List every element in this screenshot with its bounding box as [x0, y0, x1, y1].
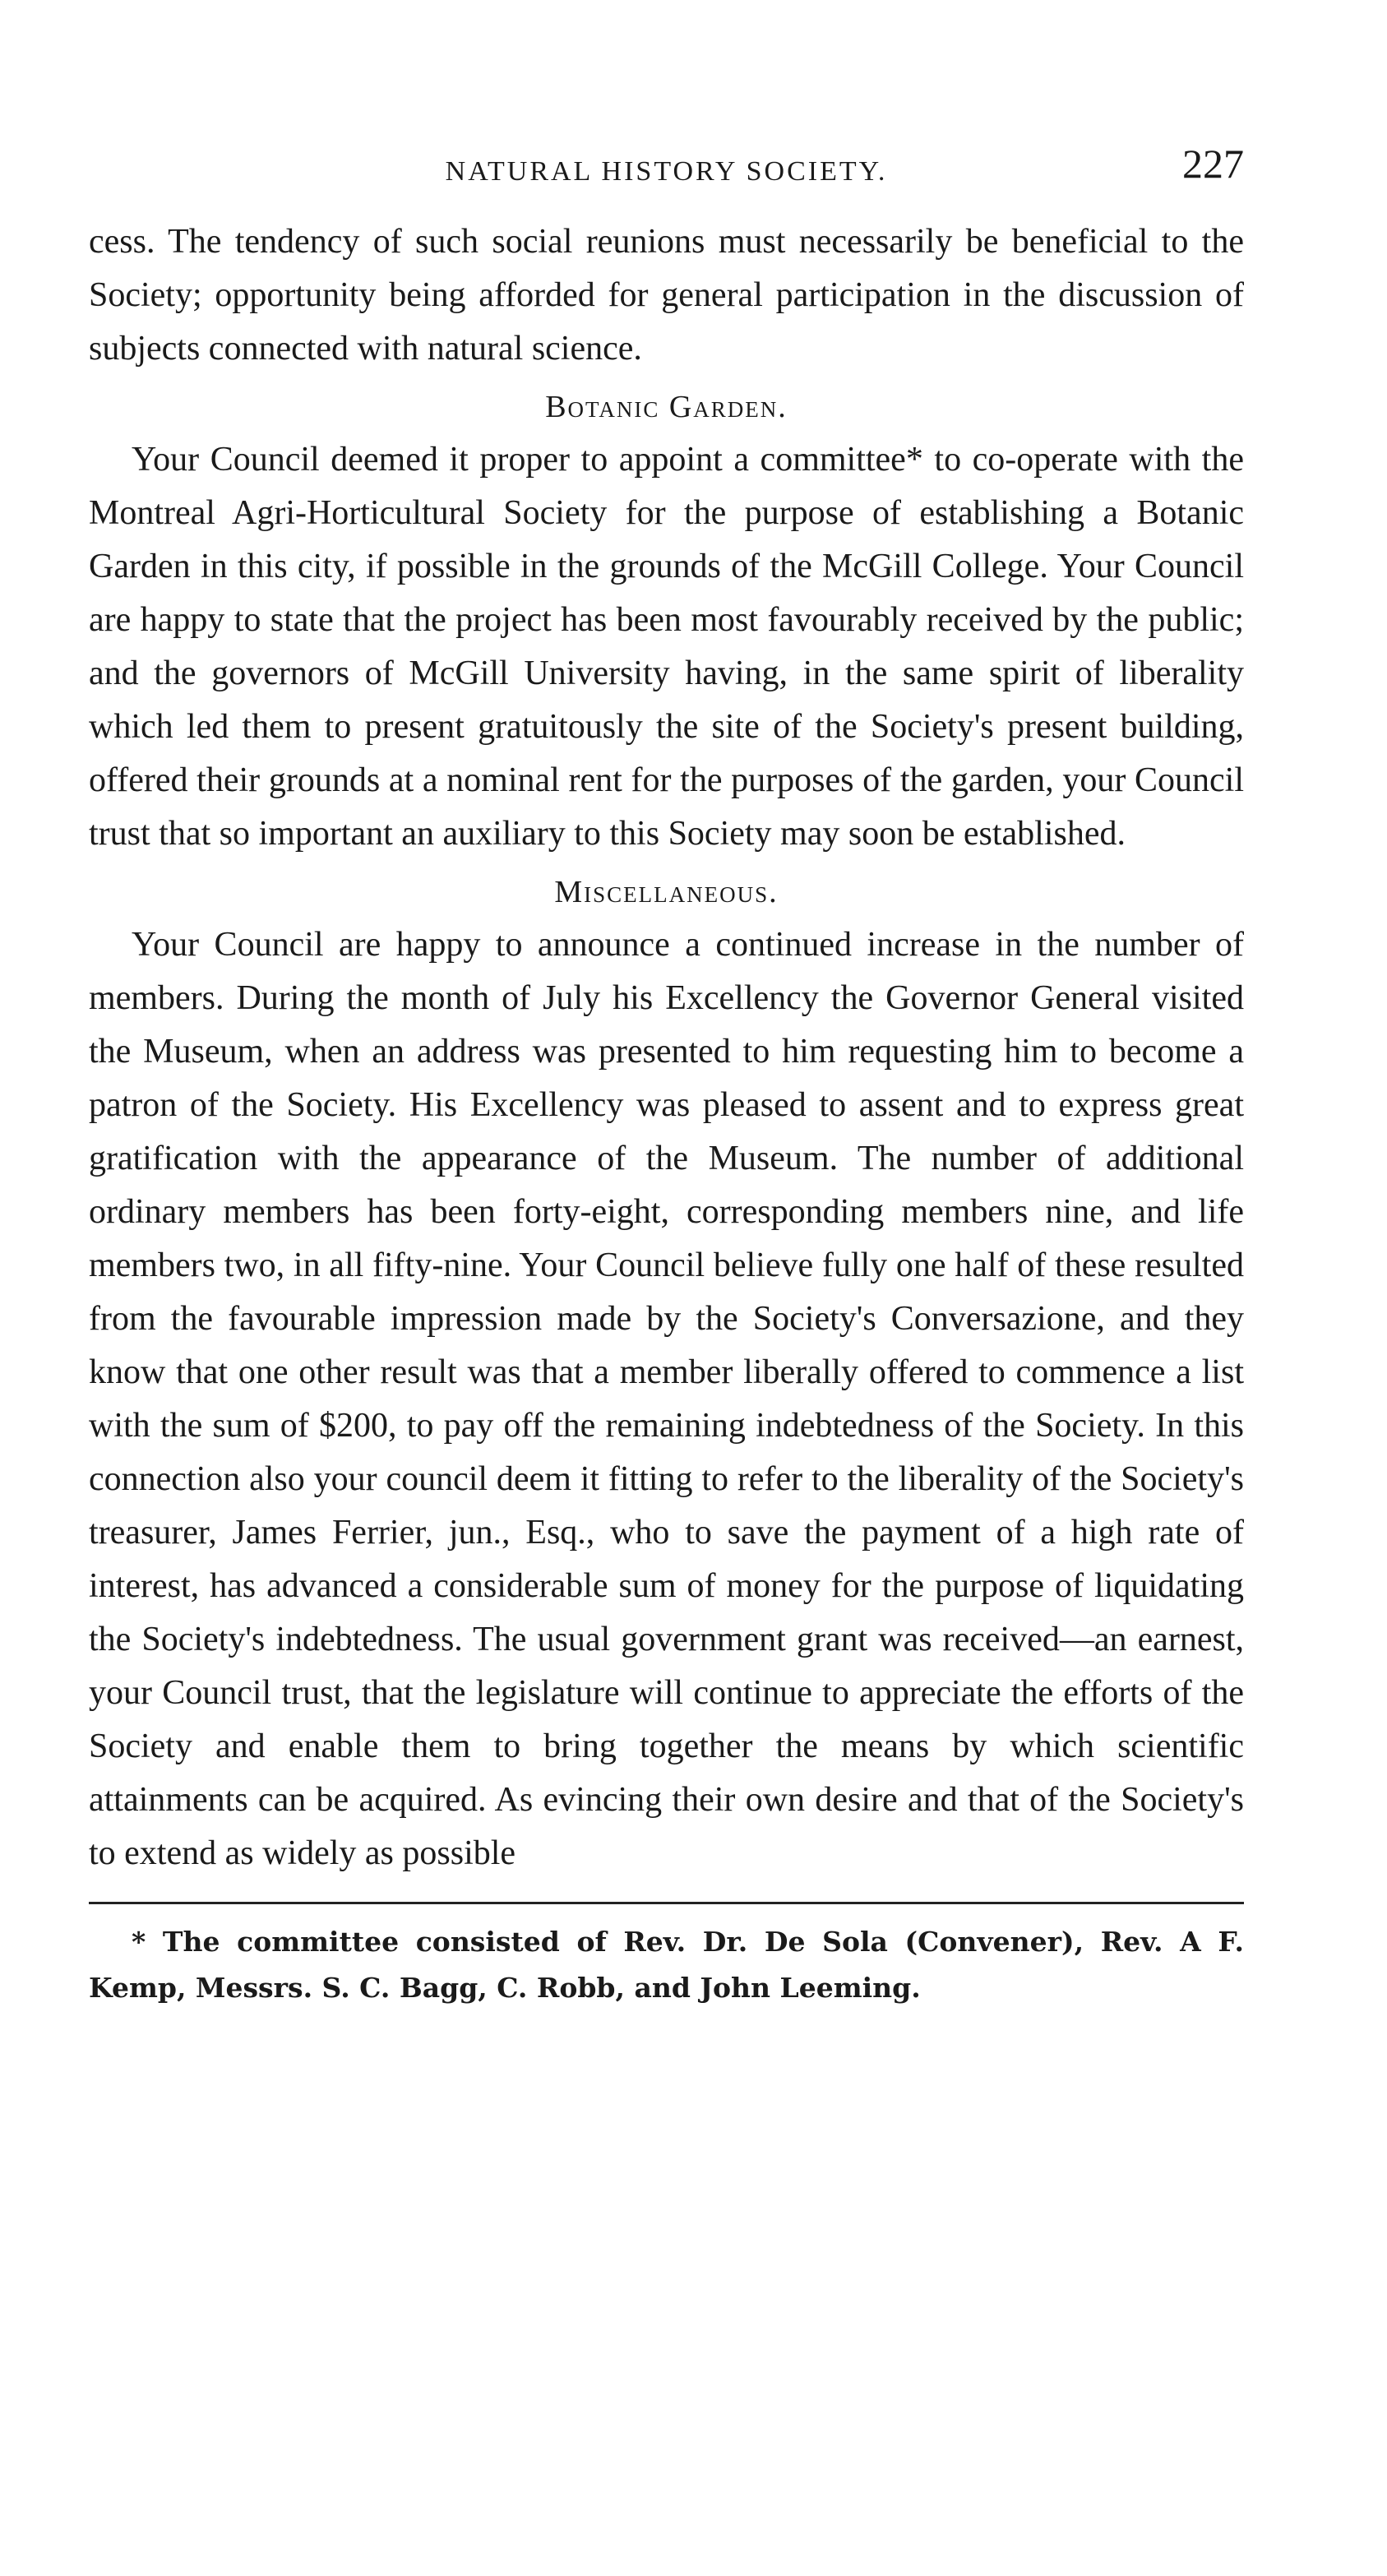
paragraph-miscellaneous: Your Council are happy to announce a continued increase in the number of members. During the month of July his Excellency the Governor General visited the Museum, when an address was presented to him requesting him to become a patron of the Society. His Excellency was pleased to assent and to express great gratification with the appearance of the Museum. The number of additional ordinary members has been forty-eight, corresponding members nine, and life members two, in all fifty-nine. Your Council believe fully one half of these resulted from the favourable impression made by the Society's Conversazione, and they know that one other result was that a member liberally offered to commence a list with the sum of $200, to pay off the remaining indebtedness of the Society. In this connection also your council deem it fitting to refer to the liberality of the Society's treasurer, James Ferrier, jun., Esq., who to save the payment of a high rate of interest, has advanced a considerable sum of money for the purpose of liquidating the Society's indebtedness. The usual government grant was received—an earnest, your Council trust, that the legislature will continue to appreciate the efforts of the Society and enable them to bring together the means by which scientific attainments can be acquired. As evincing their own desire and that of the Society's to extend as widely as possible — [89, 926, 1244, 1872]
page-number: 227 — [1182, 141, 1244, 187]
footnote-divider — [89, 1902, 1244, 1904]
book-page — [89, 140, 1244, 2038]
footnote: * The committee consisted of Rev. Dr. De Sola (Convener), Rev. A F. Kemp, Messrs. S. C. Bagg, C. Robb, and John Leeming. — [89, 1926, 1244, 2004]
section-heading-botanic-garden: Botanic Garden. — [545, 390, 788, 424]
running-head — [89, 140, 1244, 197]
section-heading-miscellaneous: Miscellaneous. — [554, 875, 779, 909]
running-title: NATURAL HISTORY SOCIETY. — [445, 156, 888, 187]
paragraph-continuation: cess. The tendency of such social reunions must necessarily be beneficial to the Society; opportunity being afforded for general participation in the discussion of subjects connected with natural science. — [89, 223, 1244, 368]
paragraph-botanic-garden: Your Council deemed it proper to appoint a committee* to co-operate with the Montreal Agri-Horticultural Society for the purpose of establishing a Botanic Garden in this city, if possible in the grounds of the McGill College. Your Council are happy to state that the project has been most favourably received by the public; and the governors of McGill University having, in the same spirit of liberality which led them to present gratuitously the site of the Society's present building, offered their grounds at a nominal rent for the purposes of the garden, your Council trust that so important an auxiliary to this Society may soon be established. — [89, 441, 1244, 853]
